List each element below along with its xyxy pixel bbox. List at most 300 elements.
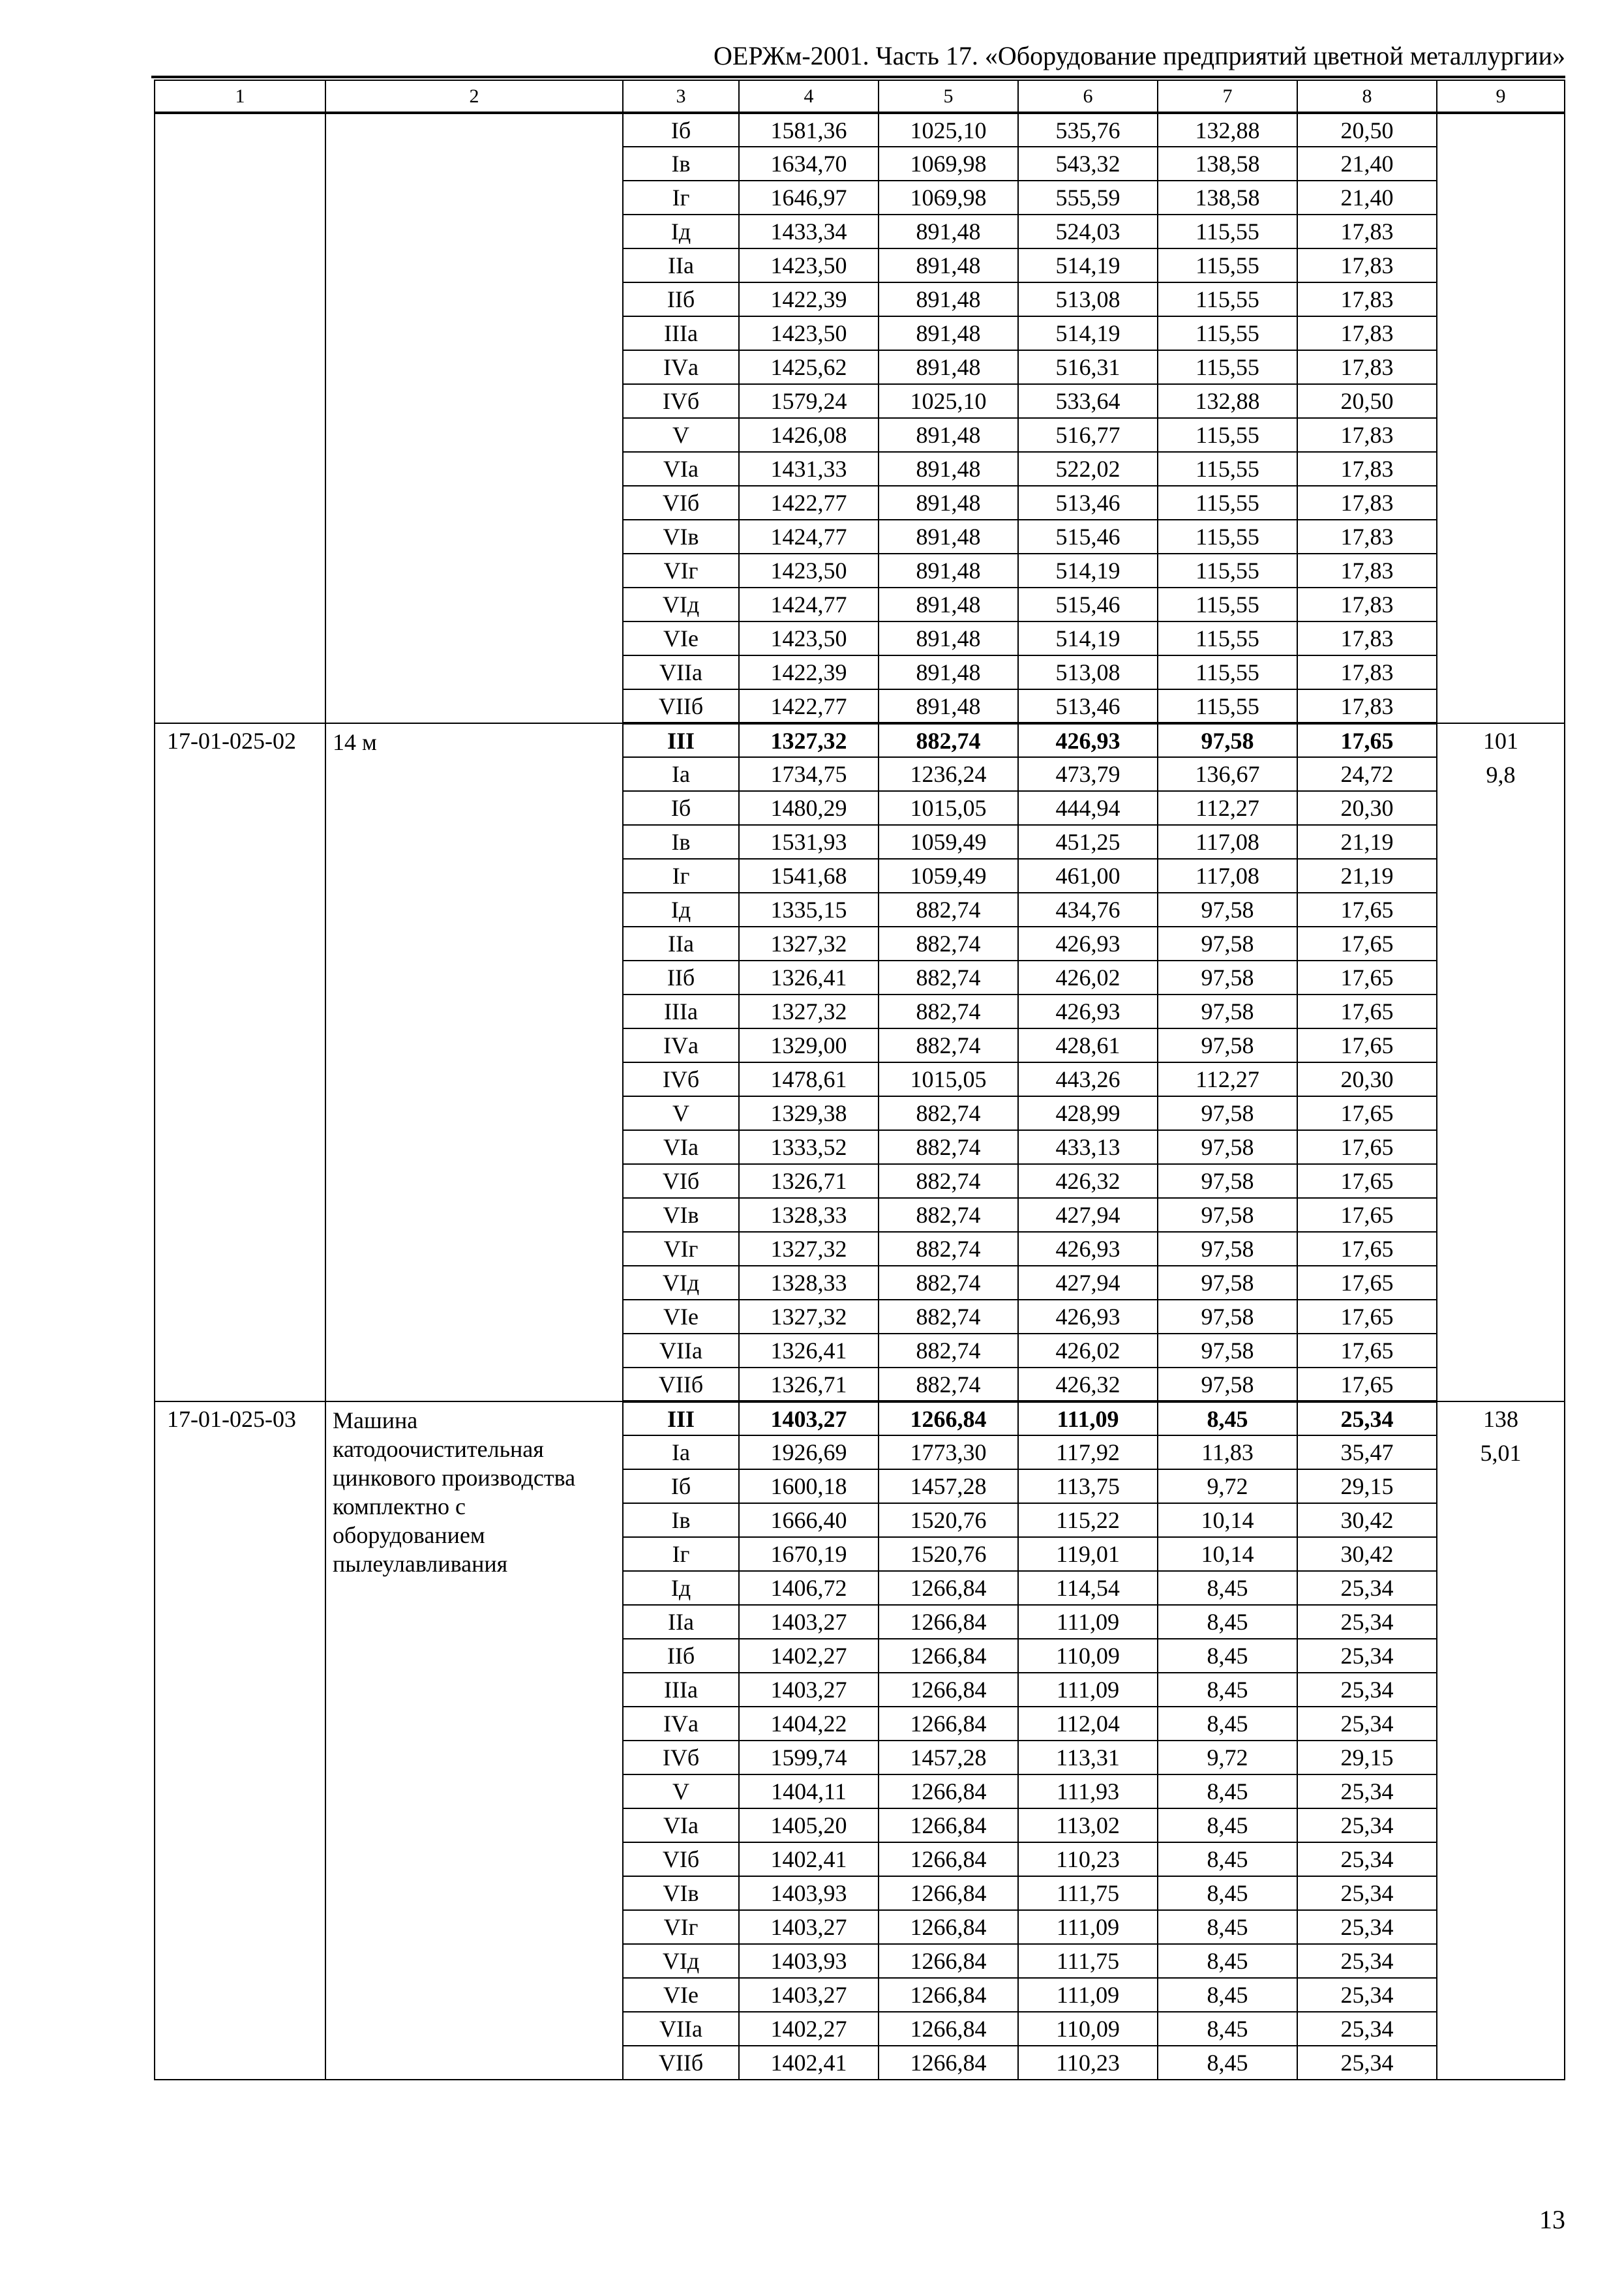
region-cell: IIа xyxy=(623,1605,739,1639)
value-cell: 17,65 xyxy=(1297,1368,1437,1401)
value-cell: 111,09 xyxy=(1018,1401,1158,1435)
value-cell: 1327,32 xyxy=(739,995,879,1028)
region-cell: III xyxy=(623,723,739,757)
value-cell: 1059,49 xyxy=(879,825,1018,859)
value-cell: 8,45 xyxy=(1158,1808,1297,1842)
column-number: 1 xyxy=(155,80,325,113)
value-cell: 1329,00 xyxy=(739,1028,879,1062)
region-cell: VIа xyxy=(623,1130,739,1164)
table-body xyxy=(155,80,1565,2080)
value-cell: 1404,22 xyxy=(739,1707,879,1741)
region-cell: Iб xyxy=(623,113,739,147)
value-cell: 882,74 xyxy=(879,1164,1018,1198)
region-cell: VIе xyxy=(623,621,739,655)
region-cell: IIIа xyxy=(623,316,739,350)
value-cell: 1015,05 xyxy=(879,1062,1018,1096)
value-cell: 891,48 xyxy=(879,621,1018,655)
region-cell: Iг xyxy=(623,1537,739,1571)
value-cell: 1236,24 xyxy=(879,757,1018,791)
region-cell: III xyxy=(623,1401,739,1435)
value-cell: 8,45 xyxy=(1158,1707,1297,1741)
region-cell: VIIа xyxy=(623,1334,739,1368)
value-cell: 115,55 xyxy=(1158,418,1297,452)
value-cell: 882,74 xyxy=(879,1096,1018,1130)
value-cell: 473,79 xyxy=(1018,757,1158,791)
region-cell: VIг xyxy=(623,554,739,588)
value-cell: 111,09 xyxy=(1018,1978,1158,2012)
value-cell: 882,74 xyxy=(879,1266,1018,1300)
value-cell: 115,55 xyxy=(1158,520,1297,554)
value-cell: 17,83 xyxy=(1297,588,1437,621)
value-cell: 17,65 xyxy=(1297,723,1437,757)
value-cell: 1581,36 xyxy=(739,113,879,147)
value-cell: 1266,84 xyxy=(879,1842,1018,1876)
value-cell: 1406,72 xyxy=(739,1571,879,1605)
region-cell: Iв xyxy=(623,825,739,859)
value-cell: 1069,98 xyxy=(879,147,1018,181)
region-cell: VIIа xyxy=(623,655,739,689)
value-cell: 1327,32 xyxy=(739,927,879,961)
region-cell: Iд xyxy=(623,1571,739,1605)
value-cell: 882,74 xyxy=(879,961,1018,995)
value-cell: 513,08 xyxy=(1018,655,1158,689)
value-cell: 1403,27 xyxy=(739,1673,879,1707)
value-cell: 1926,69 xyxy=(739,1435,879,1469)
value-cell: 514,19 xyxy=(1018,248,1158,282)
note-cell xyxy=(1437,113,1565,723)
value-cell: 8,45 xyxy=(1158,1774,1297,1808)
value-cell: 1266,84 xyxy=(879,1605,1018,1639)
value-cell: 1426,08 xyxy=(739,418,879,452)
value-cell: 1403,93 xyxy=(739,1944,879,1978)
value-cell: 444,94 xyxy=(1018,791,1158,825)
value-cell: 514,19 xyxy=(1018,316,1158,350)
value-cell: 113,31 xyxy=(1018,1741,1158,1774)
region-cell: Iг xyxy=(623,859,739,893)
value-cell: 555,59 xyxy=(1018,181,1158,215)
item-name-cell xyxy=(325,113,623,723)
value-cell: 891,48 xyxy=(879,248,1018,282)
value-cell: 115,55 xyxy=(1158,350,1297,384)
value-cell: 1404,11 xyxy=(739,1774,879,1808)
value-cell: 113,75 xyxy=(1018,1469,1158,1503)
value-cell: 138,58 xyxy=(1158,181,1297,215)
value-cell: 21,40 xyxy=(1297,147,1437,181)
value-cell: 1328,33 xyxy=(739,1266,879,1300)
value-cell: 1403,27 xyxy=(739,1978,879,2012)
value-cell: 1423,50 xyxy=(739,554,879,588)
value-cell: 17,83 xyxy=(1297,350,1437,384)
value-cell: 891,48 xyxy=(879,689,1018,723)
value-cell: 20,30 xyxy=(1297,791,1437,825)
value-cell: 524,03 xyxy=(1018,215,1158,248)
value-cell: 97,58 xyxy=(1158,1164,1297,1198)
value-cell: 443,26 xyxy=(1018,1062,1158,1096)
value-cell: 138,58 xyxy=(1158,147,1297,181)
region-cell: Iб xyxy=(623,1469,739,1503)
value-cell: 17,65 xyxy=(1297,1300,1437,1334)
value-cell: 427,94 xyxy=(1018,1266,1158,1300)
value-cell: 1266,84 xyxy=(879,1876,1018,1910)
region-cell: Iв xyxy=(623,147,739,181)
value-cell: 1424,77 xyxy=(739,520,879,554)
value-cell: 522,02 xyxy=(1018,452,1158,486)
value-cell: 115,55 xyxy=(1158,655,1297,689)
value-cell: 1327,32 xyxy=(739,1300,879,1334)
value-cell: 434,76 xyxy=(1018,893,1158,927)
value-cell: 25,34 xyxy=(1297,1707,1437,1741)
value-cell: 132,88 xyxy=(1158,113,1297,147)
value-cell: 513,46 xyxy=(1018,486,1158,520)
value-cell: 17,83 xyxy=(1297,452,1437,486)
region-cell: VIIб xyxy=(623,689,739,723)
value-cell: 25,34 xyxy=(1297,1673,1437,1707)
value-cell: 1600,18 xyxy=(739,1469,879,1503)
value-cell: 513,08 xyxy=(1018,282,1158,316)
value-cell: 1266,84 xyxy=(879,1978,1018,2012)
value-cell: 8,45 xyxy=(1158,1944,1297,1978)
page-number: 13 xyxy=(1539,2205,1565,2234)
value-cell: 1403,93 xyxy=(739,1876,879,1910)
value-cell: 1403,27 xyxy=(739,1910,879,1944)
value-cell: 882,74 xyxy=(879,1198,1018,1232)
value-cell: 97,58 xyxy=(1158,1334,1297,1368)
value-cell: 17,83 xyxy=(1297,282,1437,316)
value-cell: 8,45 xyxy=(1158,1876,1297,1910)
value-cell: 8,45 xyxy=(1158,2012,1297,2046)
value-cell: 110,09 xyxy=(1018,2012,1158,2046)
value-cell: 17,83 xyxy=(1297,520,1437,554)
region-cell: VIв xyxy=(623,520,739,554)
value-cell: 29,15 xyxy=(1297,1741,1437,1774)
region-cell: IIб xyxy=(623,282,739,316)
value-cell: 1015,05 xyxy=(879,791,1018,825)
value-cell: 1266,84 xyxy=(879,1571,1018,1605)
value-cell: 533,64 xyxy=(1018,384,1158,418)
value-cell: 891,48 xyxy=(879,655,1018,689)
value-cell: 25,34 xyxy=(1297,1774,1437,1808)
value-cell: 25,34 xyxy=(1297,1978,1437,2012)
value-cell: 8,45 xyxy=(1158,1639,1297,1673)
value-cell: 882,74 xyxy=(879,1232,1018,1266)
region-cell: IVб xyxy=(623,384,739,418)
value-cell: 891,48 xyxy=(879,486,1018,520)
value-cell: 111,09 xyxy=(1018,1910,1158,1944)
page-header: ОЕРЖм-2001. Часть 17. «Оборудование предприятий цветной металлургии» xyxy=(714,41,1565,70)
value-cell: 1431,33 xyxy=(739,452,879,486)
value-cell: 426,32 xyxy=(1018,1164,1158,1198)
value-cell: 1734,75 xyxy=(739,757,879,791)
value-cell: 891,48 xyxy=(879,215,1018,248)
value-cell: 17,65 xyxy=(1297,1130,1437,1164)
value-cell: 891,48 xyxy=(879,520,1018,554)
value-cell: 882,74 xyxy=(879,927,1018,961)
value-cell: 21,19 xyxy=(1297,859,1437,893)
value-cell: 20,30 xyxy=(1297,1062,1437,1096)
value-cell: 17,65 xyxy=(1297,1334,1437,1368)
value-cell: 516,77 xyxy=(1018,418,1158,452)
value-cell: 1266,84 xyxy=(879,2012,1018,2046)
table-row xyxy=(155,1401,1565,1435)
value-cell: 1025,10 xyxy=(879,384,1018,418)
value-cell: 8,45 xyxy=(1158,1571,1297,1605)
value-cell: 513,46 xyxy=(1018,689,1158,723)
region-cell: VIб xyxy=(623,1842,739,1876)
value-cell: 891,48 xyxy=(879,588,1018,621)
value-cell: 25,34 xyxy=(1297,2046,1437,2080)
table-row xyxy=(155,723,1565,757)
value-cell: 111,75 xyxy=(1018,1944,1158,1978)
value-cell: 97,58 xyxy=(1158,1300,1297,1334)
note-value: 101 xyxy=(1483,728,1518,754)
value-cell: 115,55 xyxy=(1158,316,1297,350)
region-cell: IVа xyxy=(623,1707,739,1741)
value-cell: 1423,50 xyxy=(739,316,879,350)
value-cell: 516,31 xyxy=(1018,350,1158,384)
value-cell: 97,58 xyxy=(1158,1266,1297,1300)
value-cell: 426,02 xyxy=(1018,961,1158,995)
value-cell: 1425,62 xyxy=(739,350,879,384)
value-cell: 25,34 xyxy=(1297,1605,1437,1639)
value-cell: 29,15 xyxy=(1297,1469,1437,1503)
value-cell: 17,83 xyxy=(1297,554,1437,588)
value-cell: 1599,74 xyxy=(739,1741,879,1774)
value-cell: 1402,27 xyxy=(739,1639,879,1673)
value-cell: 111,09 xyxy=(1018,1673,1158,1707)
value-cell: 1327,32 xyxy=(739,723,879,757)
value-cell: 8,45 xyxy=(1158,1401,1297,1435)
value-cell: 1069,98 xyxy=(879,181,1018,215)
column-number: 6 xyxy=(1018,80,1158,113)
value-cell: 1326,71 xyxy=(739,1368,879,1401)
value-cell: 17,83 xyxy=(1297,316,1437,350)
value-cell: 132,88 xyxy=(1158,384,1297,418)
region-cell: IIа xyxy=(623,248,739,282)
value-cell: 891,48 xyxy=(879,282,1018,316)
value-cell: 9,72 xyxy=(1158,1469,1297,1503)
value-cell: 25,34 xyxy=(1297,1571,1437,1605)
note-value: 5,01 xyxy=(1480,1440,1522,1466)
region-cell: VIб xyxy=(623,1164,739,1198)
value-cell: 1328,33 xyxy=(739,1198,879,1232)
region-cell: VIд xyxy=(623,1944,739,1978)
value-cell: 1422,77 xyxy=(739,689,879,723)
value-cell: 1059,49 xyxy=(879,859,1018,893)
region-cell: IIIа xyxy=(623,995,739,1028)
value-cell: 97,58 xyxy=(1158,1232,1297,1266)
value-cell: 1266,84 xyxy=(879,1774,1018,1808)
value-cell: 115,55 xyxy=(1158,689,1297,723)
region-cell: VIв xyxy=(623,1198,739,1232)
value-cell: 882,74 xyxy=(879,1028,1018,1062)
value-cell: 451,25 xyxy=(1018,825,1158,859)
value-cell: 515,46 xyxy=(1018,520,1158,554)
rates-table xyxy=(154,80,1565,2080)
value-cell: 1266,84 xyxy=(879,1639,1018,1673)
value-cell: 1670,19 xyxy=(739,1537,879,1571)
value-cell: 1405,20 xyxy=(739,1808,879,1842)
region-cell: IIIа xyxy=(623,1673,739,1707)
region-cell: Iв xyxy=(623,1503,739,1537)
value-cell: 25,34 xyxy=(1297,1808,1437,1842)
value-cell: 1329,38 xyxy=(739,1096,879,1130)
value-cell: 17,65 xyxy=(1297,1266,1437,1300)
value-cell: 136,67 xyxy=(1158,757,1297,791)
value-cell: 25,34 xyxy=(1297,1944,1437,1978)
value-cell: 1266,84 xyxy=(879,1944,1018,1978)
value-cell: 1266,84 xyxy=(879,2046,1018,2080)
value-cell: 17,65 xyxy=(1297,1164,1437,1198)
value-cell: 514,19 xyxy=(1018,554,1158,588)
column-number: 2 xyxy=(325,80,623,113)
value-cell: 8,45 xyxy=(1158,1910,1297,1944)
value-cell: 17,65 xyxy=(1297,1096,1437,1130)
region-cell: Iа xyxy=(623,1435,739,1469)
value-cell: 17,83 xyxy=(1297,689,1437,723)
value-cell: 1773,30 xyxy=(879,1435,1018,1469)
value-cell: 882,74 xyxy=(879,1300,1018,1334)
value-cell: 1402,41 xyxy=(739,1842,879,1876)
note-value: 9,8 xyxy=(1486,762,1516,788)
value-cell: 8,45 xyxy=(1158,1978,1297,2012)
value-cell: 17,65 xyxy=(1297,893,1437,927)
region-cell: Iг xyxy=(623,181,739,215)
value-cell: 426,32 xyxy=(1018,1368,1158,1401)
region-cell: Iд xyxy=(623,215,739,248)
value-cell: 115,55 xyxy=(1158,621,1297,655)
value-cell: 1433,34 xyxy=(739,215,879,248)
value-cell: 1646,97 xyxy=(739,181,879,215)
value-cell: 882,74 xyxy=(879,893,1018,927)
column-number: 9 xyxy=(1437,80,1565,113)
column-number: 4 xyxy=(739,80,879,113)
value-cell: 25,34 xyxy=(1297,1910,1437,1944)
value-cell: 111,93 xyxy=(1018,1774,1158,1808)
value-cell: 97,58 xyxy=(1158,961,1297,995)
value-cell: 10,14 xyxy=(1158,1503,1297,1537)
value-cell: 8,45 xyxy=(1158,1605,1297,1639)
value-cell: 1531,93 xyxy=(739,825,879,859)
value-cell: 1457,28 xyxy=(879,1741,1018,1774)
value-cell: 24,72 xyxy=(1297,757,1437,791)
value-cell: 891,48 xyxy=(879,452,1018,486)
value-cell: 1402,27 xyxy=(739,2012,879,2046)
value-cell: 17,83 xyxy=(1297,418,1437,452)
region-cell: VIе xyxy=(623,1300,739,1334)
value-cell: 17,65 xyxy=(1297,927,1437,961)
value-cell: 97,58 xyxy=(1158,1130,1297,1164)
value-cell: 1422,77 xyxy=(739,486,879,520)
value-cell: 891,48 xyxy=(879,554,1018,588)
column-number-row xyxy=(155,80,1565,113)
value-cell: 1666,40 xyxy=(739,1503,879,1537)
value-cell: 428,61 xyxy=(1018,1028,1158,1062)
region-cell: IVб xyxy=(623,1741,739,1774)
value-cell: 882,74 xyxy=(879,1130,1018,1164)
value-cell: 1333,52 xyxy=(739,1130,879,1164)
value-cell: 1423,50 xyxy=(739,621,879,655)
region-cell: IVа xyxy=(623,350,739,384)
value-cell: 535,76 xyxy=(1018,113,1158,147)
value-cell: 21,40 xyxy=(1297,181,1437,215)
value-cell: 35,47 xyxy=(1297,1435,1437,1469)
value-cell: 1457,28 xyxy=(879,1469,1018,1503)
region-cell: V xyxy=(623,418,739,452)
value-cell: 1266,84 xyxy=(879,1673,1018,1707)
region-cell: VIд xyxy=(623,588,739,621)
region-cell: IIа xyxy=(623,927,739,961)
value-cell: 117,92 xyxy=(1018,1435,1158,1469)
region-cell: VIг xyxy=(623,1232,739,1266)
column-number: 8 xyxy=(1297,80,1437,113)
region-cell: V xyxy=(623,1774,739,1808)
region-cell: VIе xyxy=(623,1978,739,2012)
value-cell: 97,58 xyxy=(1158,1368,1297,1401)
value-cell: 17,83 xyxy=(1297,655,1437,689)
value-cell: 882,74 xyxy=(879,1368,1018,1401)
value-cell: 891,48 xyxy=(879,418,1018,452)
region-cell: VIа xyxy=(623,1808,739,1842)
value-cell: 25,34 xyxy=(1297,1842,1437,1876)
region-cell: IIб xyxy=(623,961,739,995)
value-cell: 113,02 xyxy=(1018,1808,1158,1842)
value-cell: 1480,29 xyxy=(739,791,879,825)
value-cell: 110,23 xyxy=(1018,2046,1158,2080)
value-cell: 427,94 xyxy=(1018,1198,1158,1232)
value-cell: 1266,84 xyxy=(879,1808,1018,1842)
value-cell: 10,14 xyxy=(1158,1537,1297,1571)
value-cell: 97,58 xyxy=(1158,995,1297,1028)
item-code-cell: 17-01-025-02 xyxy=(155,723,325,1401)
value-cell: 17,65 xyxy=(1297,1198,1437,1232)
value-cell: 1422,39 xyxy=(739,655,879,689)
region-cell: Iд xyxy=(623,893,739,927)
value-cell: 1025,10 xyxy=(879,113,1018,147)
value-cell: 97,58 xyxy=(1158,893,1297,927)
value-cell: 1402,41 xyxy=(739,2046,879,2080)
value-cell: 882,74 xyxy=(879,995,1018,1028)
value-cell: 17,83 xyxy=(1297,486,1437,520)
value-cell: 1478,61 xyxy=(739,1062,879,1096)
value-cell: 114,54 xyxy=(1018,1571,1158,1605)
note-value: 138 xyxy=(1483,1406,1518,1432)
value-cell: 17,65 xyxy=(1297,1028,1437,1062)
value-cell: 17,65 xyxy=(1297,961,1437,995)
value-cell: 115,55 xyxy=(1158,554,1297,588)
value-cell: 25,34 xyxy=(1297,1639,1437,1673)
value-cell: 1326,41 xyxy=(739,1334,879,1368)
value-cell: 30,42 xyxy=(1297,1503,1437,1537)
value-cell: 1266,84 xyxy=(879,1910,1018,1944)
value-cell: 115,22 xyxy=(1018,1503,1158,1537)
region-cell: IVа xyxy=(623,1028,739,1062)
value-cell: 8,45 xyxy=(1158,1673,1297,1707)
value-cell: 97,58 xyxy=(1158,1028,1297,1062)
region-cell: V xyxy=(623,1096,739,1130)
value-cell: 21,19 xyxy=(1297,825,1437,859)
value-cell: 433,13 xyxy=(1018,1130,1158,1164)
table-row xyxy=(155,113,1565,147)
column-number: 7 xyxy=(1158,80,1297,113)
value-cell: 17,83 xyxy=(1297,215,1437,248)
value-cell: 8,45 xyxy=(1158,1842,1297,1876)
value-cell: 119,01 xyxy=(1018,1537,1158,1571)
value-cell: 25,34 xyxy=(1297,1401,1437,1435)
value-cell: 115,55 xyxy=(1158,486,1297,520)
note-cell xyxy=(1437,723,1565,1401)
value-cell: 25,34 xyxy=(1297,2012,1437,2046)
value-cell: 115,55 xyxy=(1158,248,1297,282)
